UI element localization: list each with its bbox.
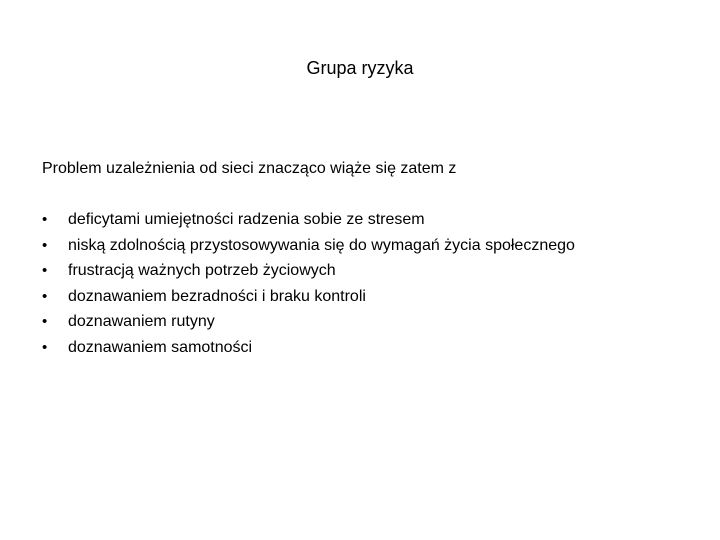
list-item-text: frustracją ważnych potrzeb życiowych	[68, 262, 336, 279]
slide-title	[0, 56, 720, 80]
list-item-text: doznawaniem bezradności i braku kontroli	[68, 287, 366, 305]
list-item	[42, 233, 575, 259]
slide-title-text: Grupa ryzyka	[306, 58, 414, 78]
list-item-text: niską zdolnością przystosowywania się do wymagań życia społecznego	[68, 236, 575, 254]
list-item-text: doznawaniem samotności	[68, 338, 253, 356]
intro-text: Problem uzależnienia od sieci znacząco wiąże się zatem z	[42, 160, 457, 177]
list-item-text: deficytami umiejętności radzenia sobie ze stresem	[68, 211, 425, 228]
list-item	[42, 207, 575, 233]
bullet-icon: •	[42, 236, 48, 254]
list-item	[42, 258, 575, 284]
bullet-icon: •	[42, 313, 48, 330]
bullet-icon: •	[42, 262, 48, 279]
bullet-icon: •	[42, 338, 48, 356]
bullet-icon: •	[42, 211, 48, 228]
list-item	[42, 309, 575, 335]
list-item	[42, 335, 575, 361]
bullet-icon: •	[42, 287, 48, 305]
bullet-list	[42, 207, 575, 360]
list-item-text: doznawaniem rutyny	[68, 313, 215, 330]
list-item	[42, 284, 575, 310]
